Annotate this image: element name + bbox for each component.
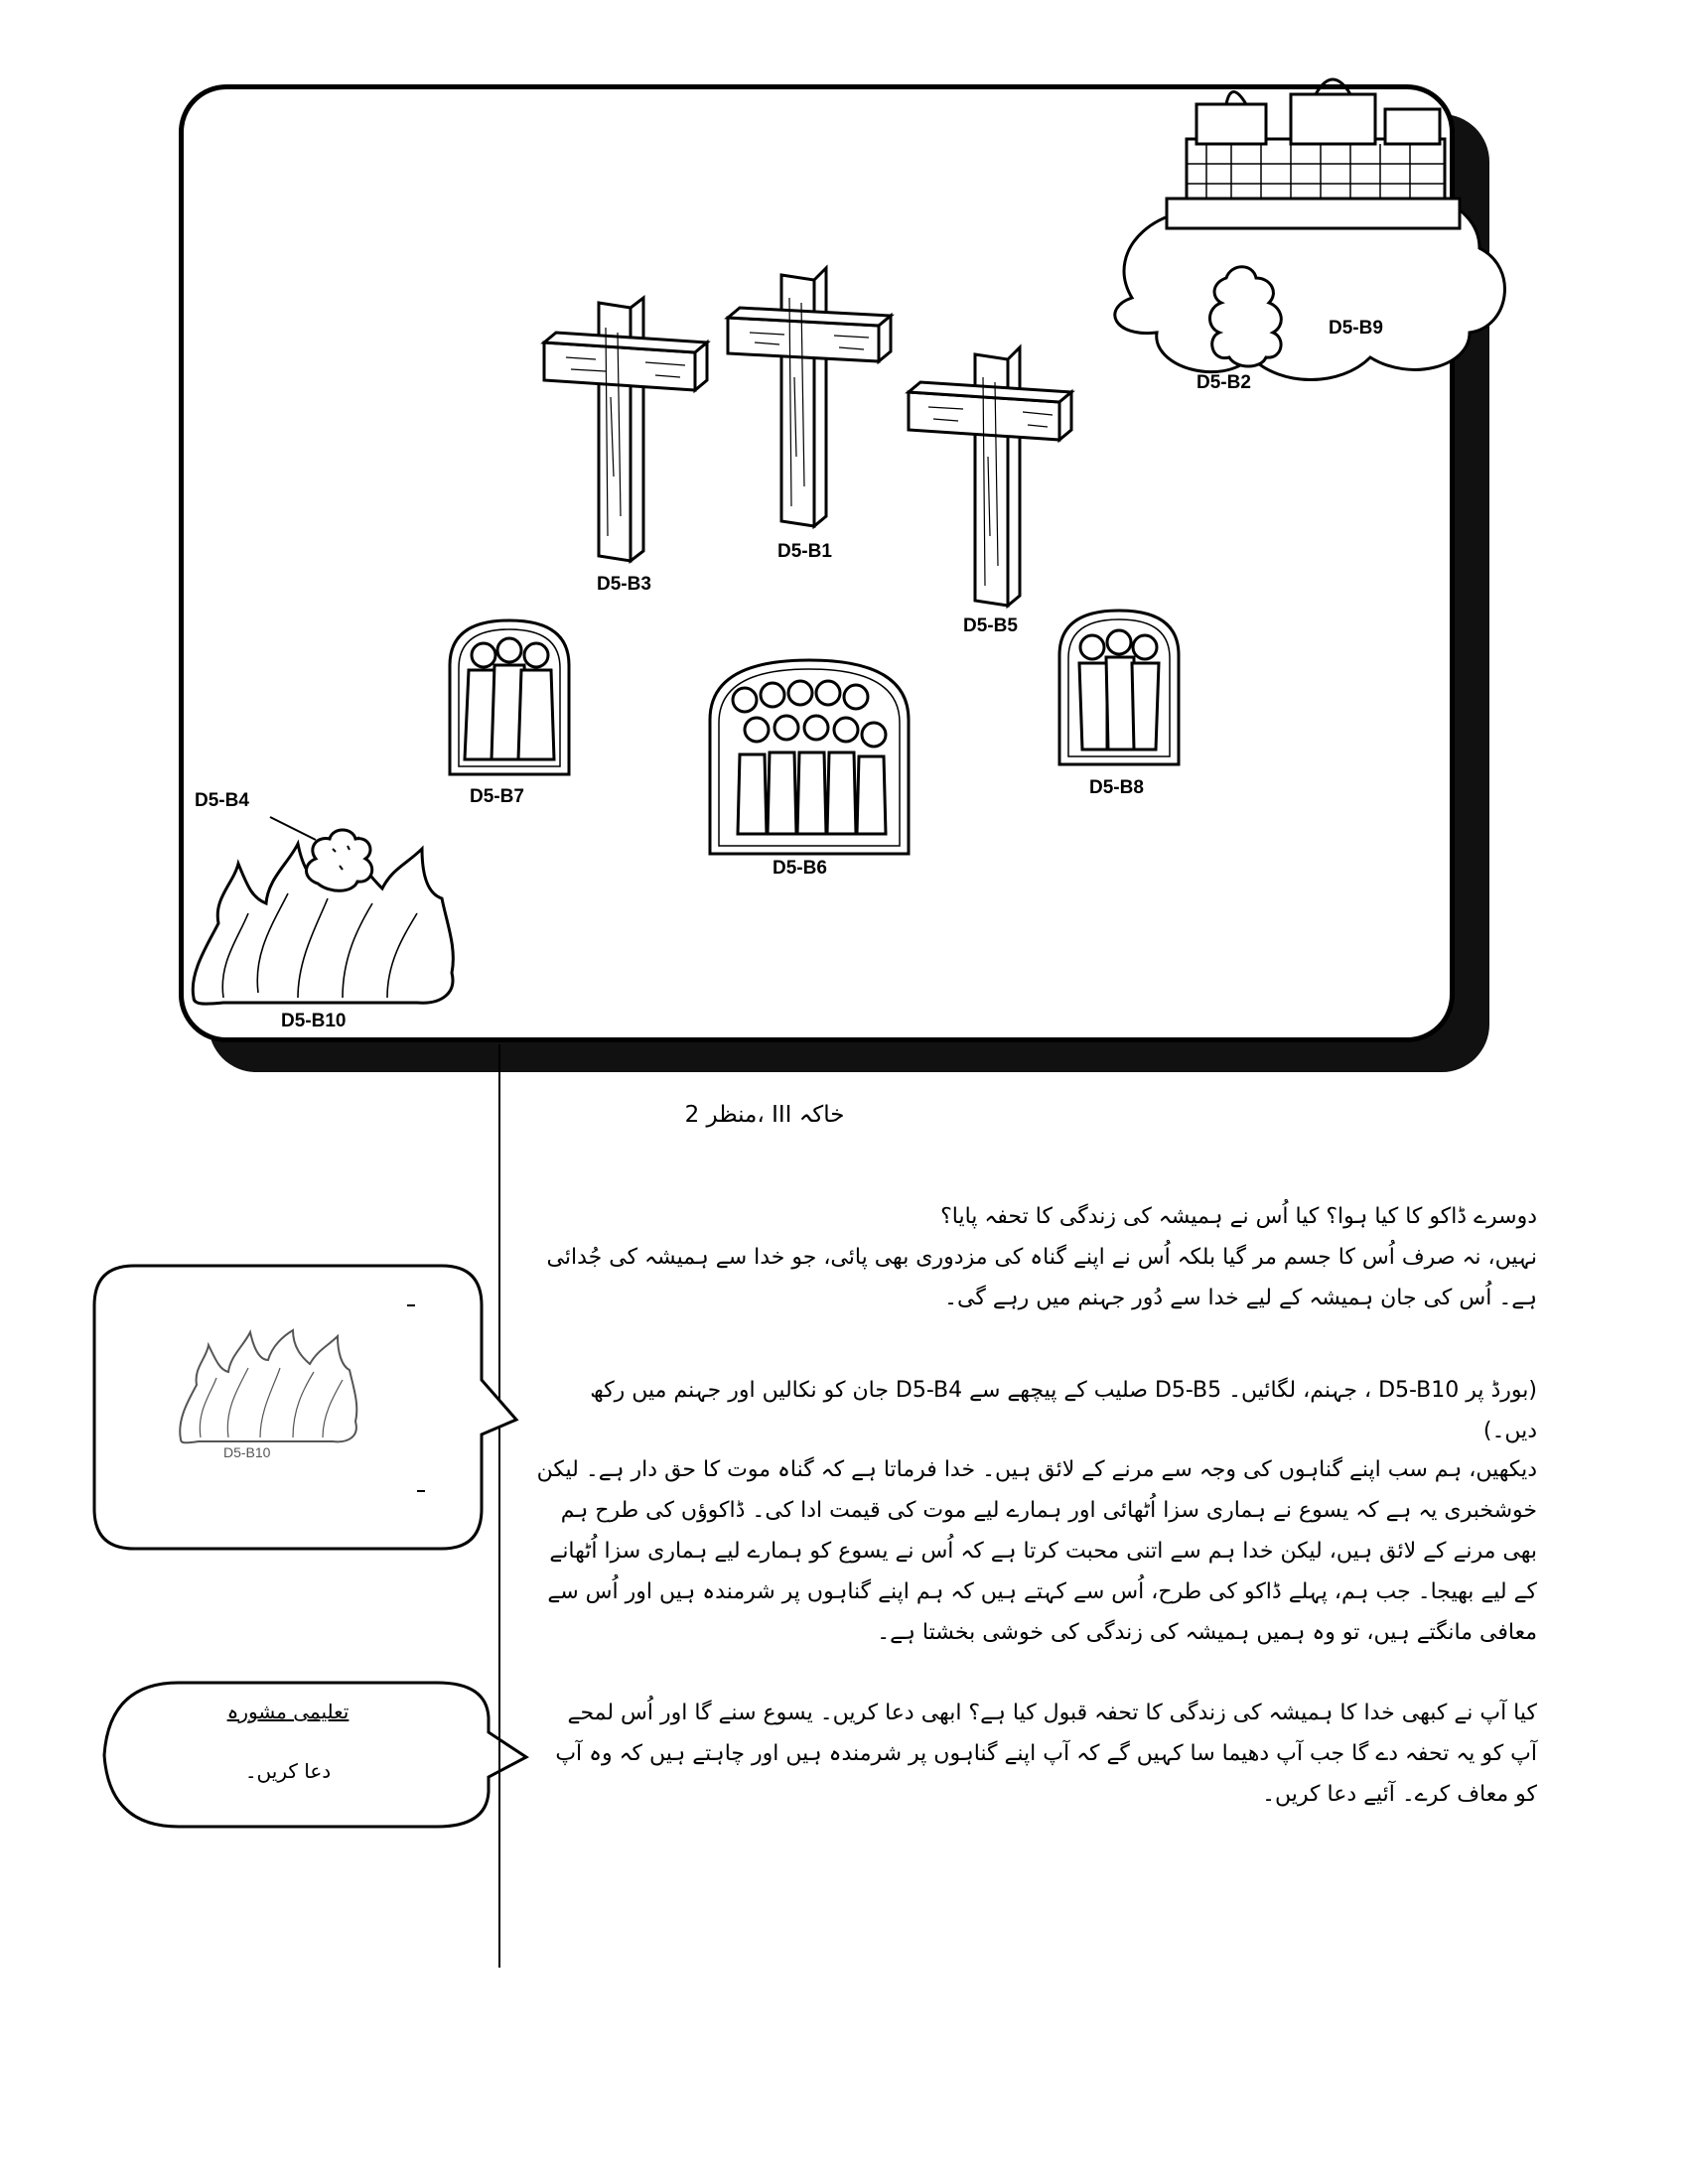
paragraph-invitation: کیا آپ نے کبھی خدا کا ہمیشہ کی زندگی کا تحفہ قبول کیا ہے؟ ابھی دعا کریں۔ یسوع سنے گا اور اُس لمحے آپ کو یہ تحفہ دے گا جب آپ دھیما سا کہیں گے کہ آپ اپنے گناہوں پر شرمندہ ہیں اور چاہتے ہیں کہ وہ آپ کو معاف کرے۔ آئیے دعا کریں۔ [555,1701,1537,1807]
fire-callout-label: D5-B10 [223,1444,271,1460]
cross-center-icon [728,268,891,526]
label-group-center: D5-B6 [773,858,827,879]
fire-callout-bubble [89,1261,526,1588]
paragraph-instruction: (بورڈ پر D5-B10 ، جہنم، لگائیں۔ D5-B5 صلیب کے پیچھے سے D5-B4 جان کو نکالیں اور جہنم میں رکھ دیں۔) [590,1378,1537,1443]
paragraph-answer: نہیں، نہ صرف اُس کا جسم مر گیا بلکہ اُس نے اپنے گناہ کی مزدوری بھی پائی، جو خدا سے ہمیشہ کی جُدائی ہے۔ اُس کی جان ہمیشہ کے لیے خدا سے دُور جہنم میں رہے گی۔ [546,1245,1537,1310]
group-right-icon [1059,611,1179,764]
label-soul-in-fire: D5-B4 [195,790,249,811]
heaven-city-icon [1167,79,1460,228]
label-cross-left: D5-B3 [597,574,651,595]
label-heaven-soul: D5-B2 [1196,372,1251,393]
tip-text: دعا کریں۔ [244,1759,332,1783]
soul-label-leader-line [270,817,316,840]
group-center-icon [710,660,909,854]
soul-in-fire-icon [306,830,371,890]
tip-title: تعلیمی مشورہ [226,1700,350,1723]
label-heaven-city: D5-B9 [1329,318,1383,339]
cross-left-icon [544,298,707,561]
paragraph-question: دوسرے ڈاکو کا کیا ہوا؟ کیا اُس نے ہمیشہ کی زندگی کا تحفہ پایا؟ [940,1204,1537,1229]
group-left-icon [450,620,569,774]
vertical-divider-lower [498,1585,500,1968]
figure-caption: خاکہ III ،منظر 2 [684,1102,845,1128]
label-group-right: D5-B8 [1089,777,1144,798]
paragraph-explanation: دیکھیں، ہم سب اپنے گناہوں کی وجہ سے مرنے کے لائق ہیں۔ خدا فرماتا ہے کہ گناہ موت کا حق دار ہے۔ لیکن خوشخبری یہ ہے کہ یسوع نے ہماری سزا اُٹھائی اور ہمارے لیے موت کی قیمت ادا کی۔ ڈاکوؤں کی طرح ہم بھی مرنے کے لائق ہیں، لیکن خدا ہم سے اتنی محبت کرتا ہے کہ اُس نے یسوع کو ہمارے لیے ہماری سزا اُٹھانے کے لیے بھیجا۔ جب ہم، پہلے ڈاکو کی طرح، اُس سے کہتے ہیں کہ ہم اپنے گناہوں پر شرمندہ ہیں اور اُس سے معافی مانگتے ہیں، تو وہ ہمیں ہمیشہ کی زندگی کی خوشی بخشتا ہے۔ [536,1457,1537,1645]
cross-right-icon [909,347,1071,606]
label-cross-right: D5-B5 [963,615,1018,636]
label-cross-center: D5-B1 [777,541,832,562]
label-group-left: D5-B7 [470,786,524,807]
label-hell-fire: D5-B10 [281,1011,347,1031]
